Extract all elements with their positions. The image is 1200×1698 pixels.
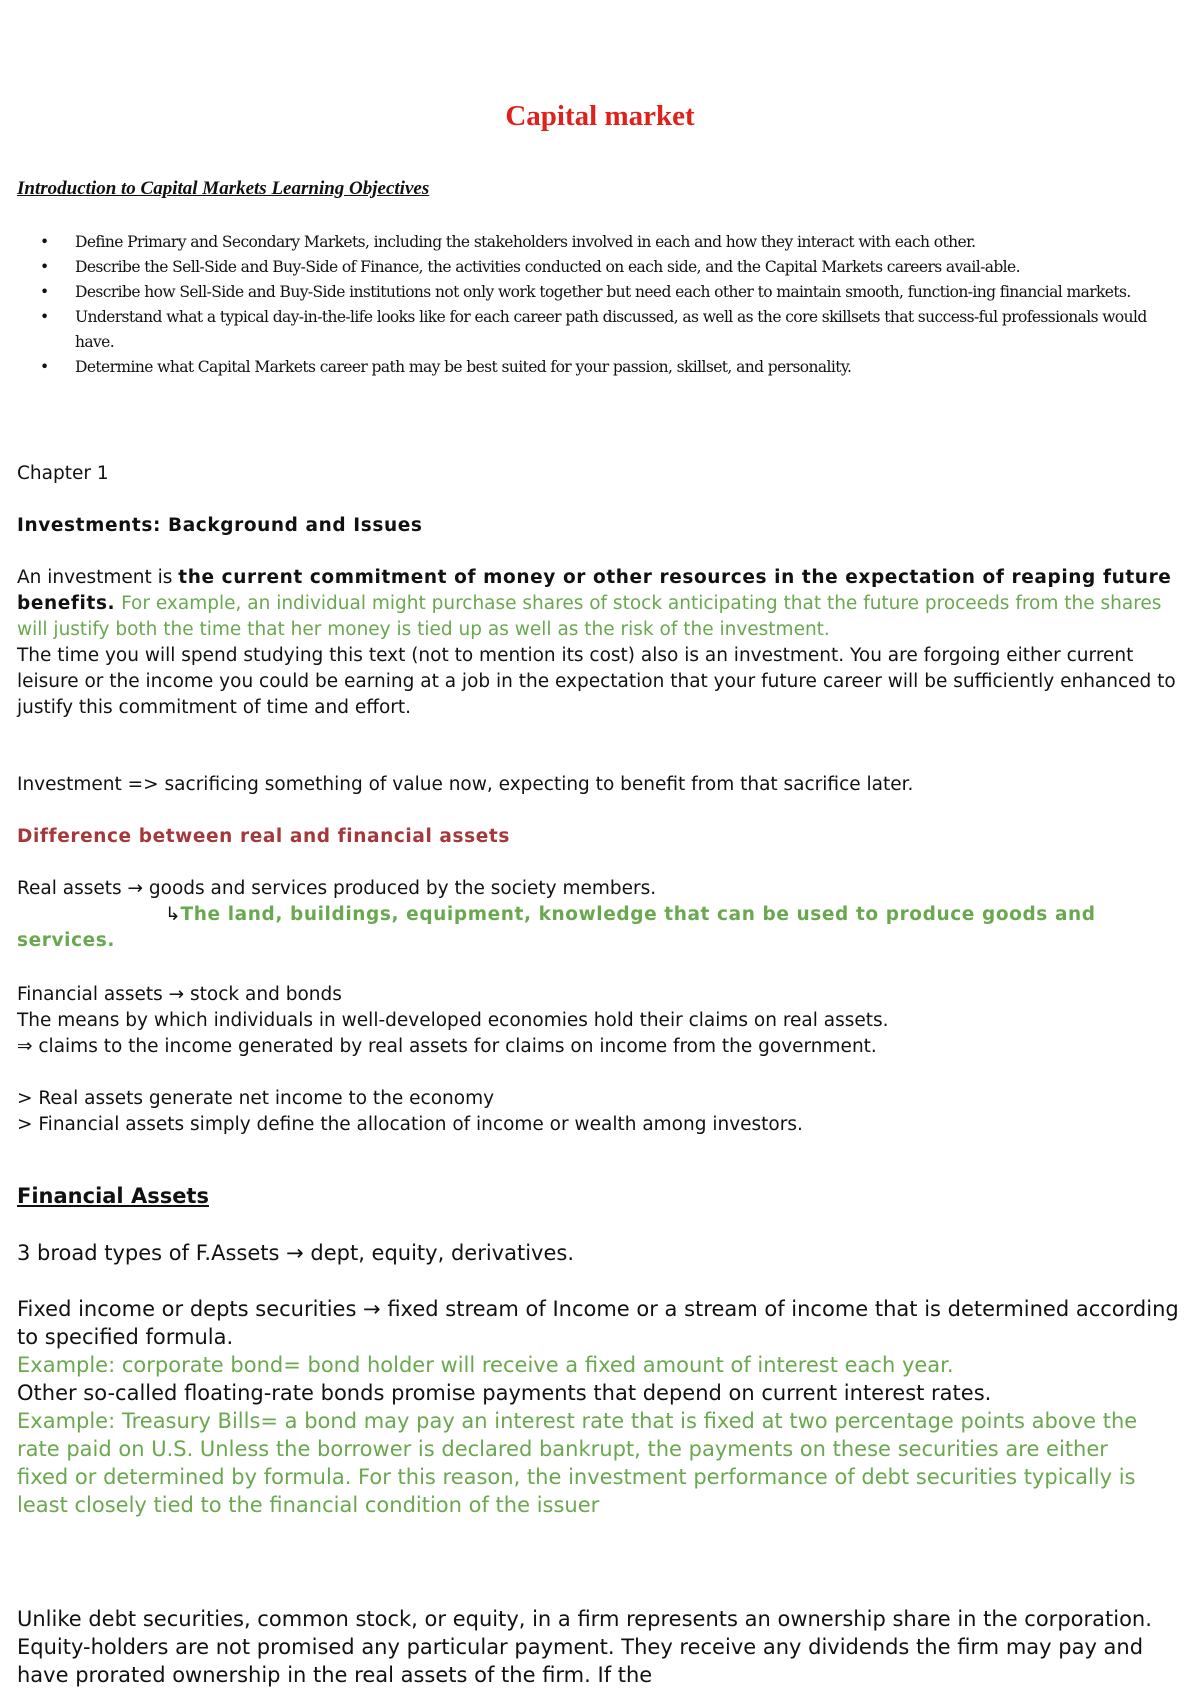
fixed-income-text: Fixed income or depts securities → fixed stream of Income or a stream of income that is determined according to specified formula. — [17, 1297, 1179, 1349]
financial-assets-heading: Financial Assets — [17, 1184, 209, 1208]
learning-objectives-heading: Introduction to Capital Markets Learning Objectives — [17, 178, 430, 199]
bullet-icon: • — [40, 258, 49, 276]
list-item: • Determine what Capital Markets career path may be best suited for your passion, skillset, and personality. — [0, 355, 1190, 380]
investment-definition: An investment is the current commitment of money or other resources in the expectation of reaping future benefits. For example, an individual might purchase shares of stock anticipating that the future proceeds from the shares will justify both the time that her money is tied up as well as the risk of the investment. The time you will spend studying this text (not to mention its cost) also is an investment. You are forgoing either current leisure or the income you could be earning at a job in the expectation that your future career will be sufficiently enhanced to justify this commitment of time and effort. — [17, 567, 1176, 718]
investment-definition-bold: the current commitment of money or other resources in the expectation of reaping future benefits. — [17, 567, 1172, 614]
investment-explanation: The time you will spend studying this text (not to mention its cost) also is an investment. You are forgoing either current leisure or the income you could be earning at a job in the expectation that your future career will be sufficiently enhanced to justify this commitment of time and effort. — [17, 645, 1176, 718]
learning-objectives-list — [0, 230, 1190, 380]
bullet-icon: • — [40, 308, 49, 326]
example-treasury-bills: Example: Treasury Bills= a bond may pay an interest rate that is fixed at two percentage points above the rate paid on U.S. Unless the borrower is declared bankrupt, the payments on these securities are either — [17, 1409, 1138, 1461]
bullet-icon: • — [40, 283, 49, 301]
list-item: • Understand what a typical day-in-the-life looks like for each career path discussed, as well as the core skillsets that success-ful professionals would have. — [0, 305, 1190, 355]
real-assets-line: Real assets → goods and services produced by the society members. — [17, 878, 657, 899]
financial-assets-intro: Financial assets → stock and bonds The means by which individuals in well-developed economies hold their claims on real assets. ⇒ claims to the income generated by real assets for claims on income from the government. — [17, 984, 889, 1057]
floating-rate-text: Other so-called floating-rate bonds promise payments that depend on current interest rates. — [17, 1381, 992, 1405]
list-item: • Describe how Sell-Side and Buy-Side institutions not only work together but need each other to maintain smooth, function-ing financial markets. — [0, 280, 1190, 305]
chapter-title: Investments: Background and Issues — [17, 515, 423, 536]
return-arrow-icon: ↳ — [165, 904, 181, 925]
real-assets-detail: The land, buildings, equipment, knowledge that can be used to produce goods and services. — [17, 904, 1096, 951]
asset-comparison: > Real assets generate net income to the economy > Financial assets simply define the allocation of income or wealth among investors. — [17, 1088, 803, 1135]
list-item: • Define Primary and Secondary Markets, including the stakeholders involved in each and how they interact with each other. — [0, 230, 1190, 255]
bullet-icon: • — [40, 358, 49, 376]
difference-heading: Difference between real and financial assets — [17, 826, 510, 847]
equity-paragraph: Unlike debt securities, common stock, or equity, in a firm represents an ownership share in the corporation. Equity-holders are not promised any particular payment. They receive any dividends the firm may pay and have prorated ownership in the real assets of the firm. If the — [17, 1607, 1152, 1687]
bullet-icon: • — [40, 233, 49, 251]
asset-types: 3 broad types of F.Assets → dept, equity, derivatives. — [17, 1241, 574, 1265]
investment-example: For example, an individual might purchase shares of stock anticipating that the future proceeds from the shares will justify both the time that her money is tied up as well as the risk of the investment. — [17, 593, 1162, 640]
page-title: Capital market — [505, 100, 695, 132]
fixed-income-block: Fixed income or depts securities → fixed stream of Income or a stream of income that is determined according to specified formula. Example: corporate bond= bond holder will receive a fixed amount of interest each year. Other so-called floating-rate bonds promise payments that depend on current interest rates. Example: Treasury Bills= a bond may pay an interest rate that is fixed at two percentage points above the rate paid on U.S. Unless the borrower is declared bankrupt, the payments on these securities are either fixed or determined by formula. For this reason, the investment performance of debt securities typically is least closely tied to the financial condition of the issuer — [17, 1297, 1179, 1517]
investment-summary: Investment => sacrificing something of value now, expecting to benefit from that sacrifice later. — [17, 774, 914, 795]
real-assets-block — [17, 876, 1182, 954]
chapter-label: Chapter 1 — [17, 463, 109, 484]
list-item: • Describe the Sell-Side and Buy-Side of Finance, the activities conducted on each side, and the Capital Markets careers avail-able. — [0, 255, 1190, 280]
example-corporate-bond: Example: corporate bond= bond holder will receive a fixed amount of interest each year. — [17, 1353, 954, 1377]
